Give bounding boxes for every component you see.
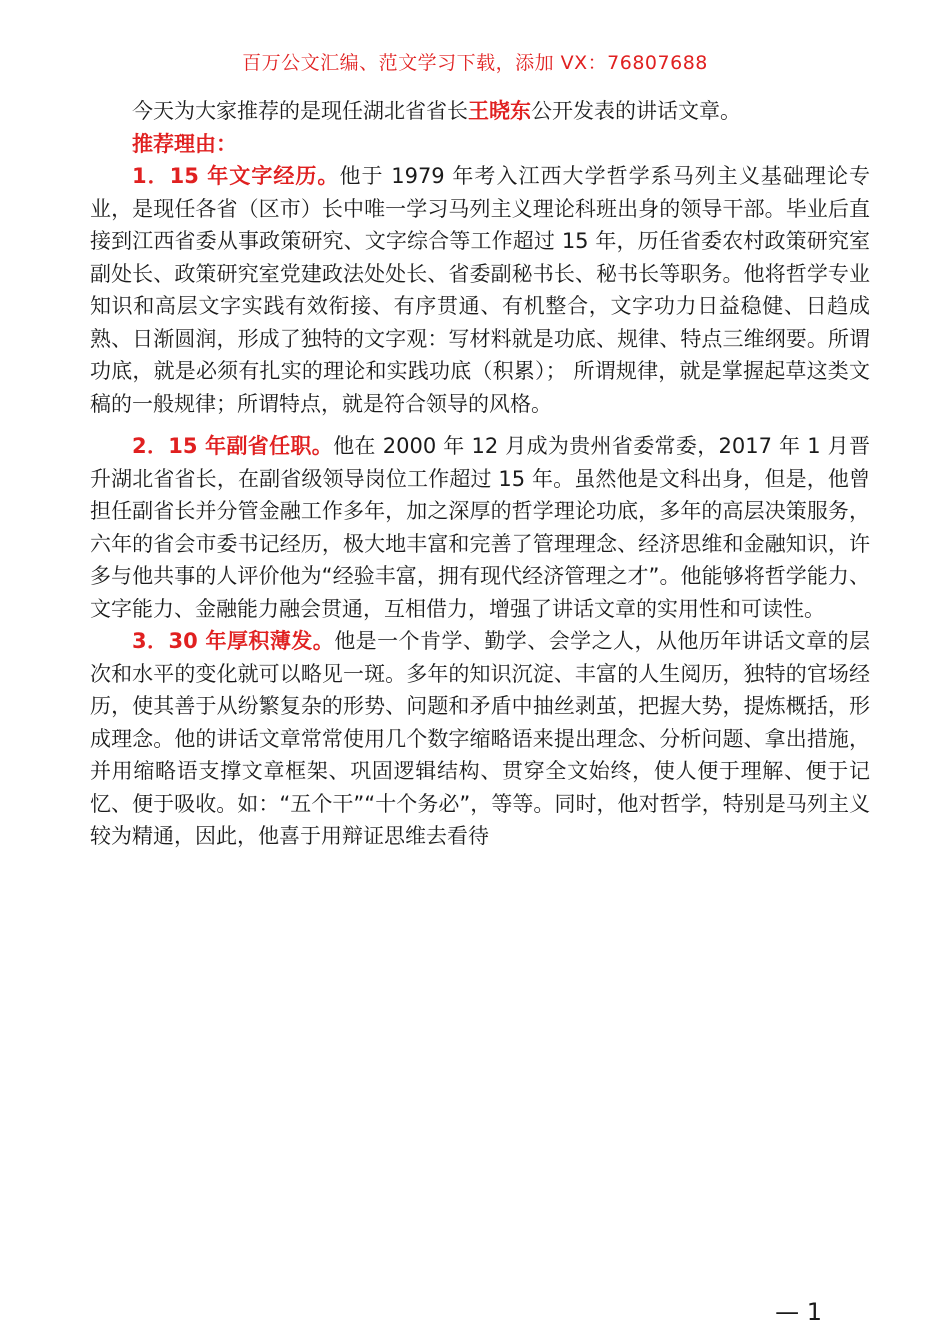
section-title-2: 2．15 年副省任职。 xyxy=(132,434,334,458)
section-title-3: 3．30 年厚积薄发。 xyxy=(132,629,335,653)
intro-highlight-name: 王晓东 xyxy=(468,99,531,123)
section-paragraph-3 xyxy=(90,625,870,853)
document-body xyxy=(90,95,870,853)
header-banner: 百万公文汇编、范文学习下载，添加 VX：76807688 xyxy=(242,52,708,74)
section-paragraph-1 xyxy=(90,160,870,420)
section-title-1: 1．15 年文字经历。 xyxy=(132,164,340,188)
intro-text-post: 公开发表的讲话文章。 xyxy=(531,99,741,123)
section-paragraph-2 xyxy=(90,430,870,625)
section-body-3: 他是一个肯学、勤学、会学之人，从他历年讲话文章的层次和水平的变化就可以略见一斑。多年的知识沉淀、丰富的人生阅历，独特的官场经历，使其善于从纷繁复杂的形势、问题和矛盾中抽丝剥茧，把握大势，提炼概括，形成理念。他的讲话文章常常使用几个数字缩略语来提出理念、分析问题、拿出措施，并用缩略语支撑文章框架、巩固逻辑结构、贯穿全文始终，使人便于理解、便于记忆、便于吸收。如：“五个干”“十个务必”，等等。同时，他对哲学，特别是马列主义较为精通，因此，他喜于用辩证思维去看待 xyxy=(90,629,870,848)
intro-paragraph xyxy=(90,95,870,128)
page-number: — 1 xyxy=(775,1298,822,1326)
section-body-1: 他于 1979 年考入江西大学哲学系马列主义基础理论专业，是现任各省（区市）长中唯一学习马列主义理论科班出身的领导干部。毕业后直接到江西省委从事政策研究、文字综合等工作超过 15 年，历任省委农村政策研究室副处长、政策研究室党建政法处处长、省委副秘书长、秘书长等职务。他将哲学专业知识和高层文字实践有效衔接、有序贯通、有机整合，文字功力日益稳健、日趋成熟、日渐圆润，形成了独特的文字观：写材料就是功底、规律、特点三维纲要。所谓功底，就是必须有扎实的理论和实践功底（积累）； 所谓规律，就是掌握起草这类文稿的一般规律；所谓特点，就是符合领导的风格。 xyxy=(90,164,870,416)
section-body-2: 他在 2000 年 12 月成为贵州省委常委，2017 年 1 月晋升湖北省省长，在副省级领导岗位工作超过 15 年。虽然他是文科出身，但是，他曾担任副省长并分管金融工作多年，加之深厚的哲学理论功底，多年的高层决策服务，六年的省会市委书记经历，极大地丰富和完善了管理理念、经济思维和金融知识，许多与他共事的人评价他为“经验丰富，拥有现代经济管理之才”。他能够将哲学能力、文字能力、金融能力融会贯通，互相借力，增强了讲话文章的实用性和可读性。 xyxy=(90,434,870,621)
reasons-heading: 推荐理由： xyxy=(132,131,237,156)
intro-text-pre: 今天为大家推荐的是现任湖北省省长 xyxy=(132,99,468,123)
